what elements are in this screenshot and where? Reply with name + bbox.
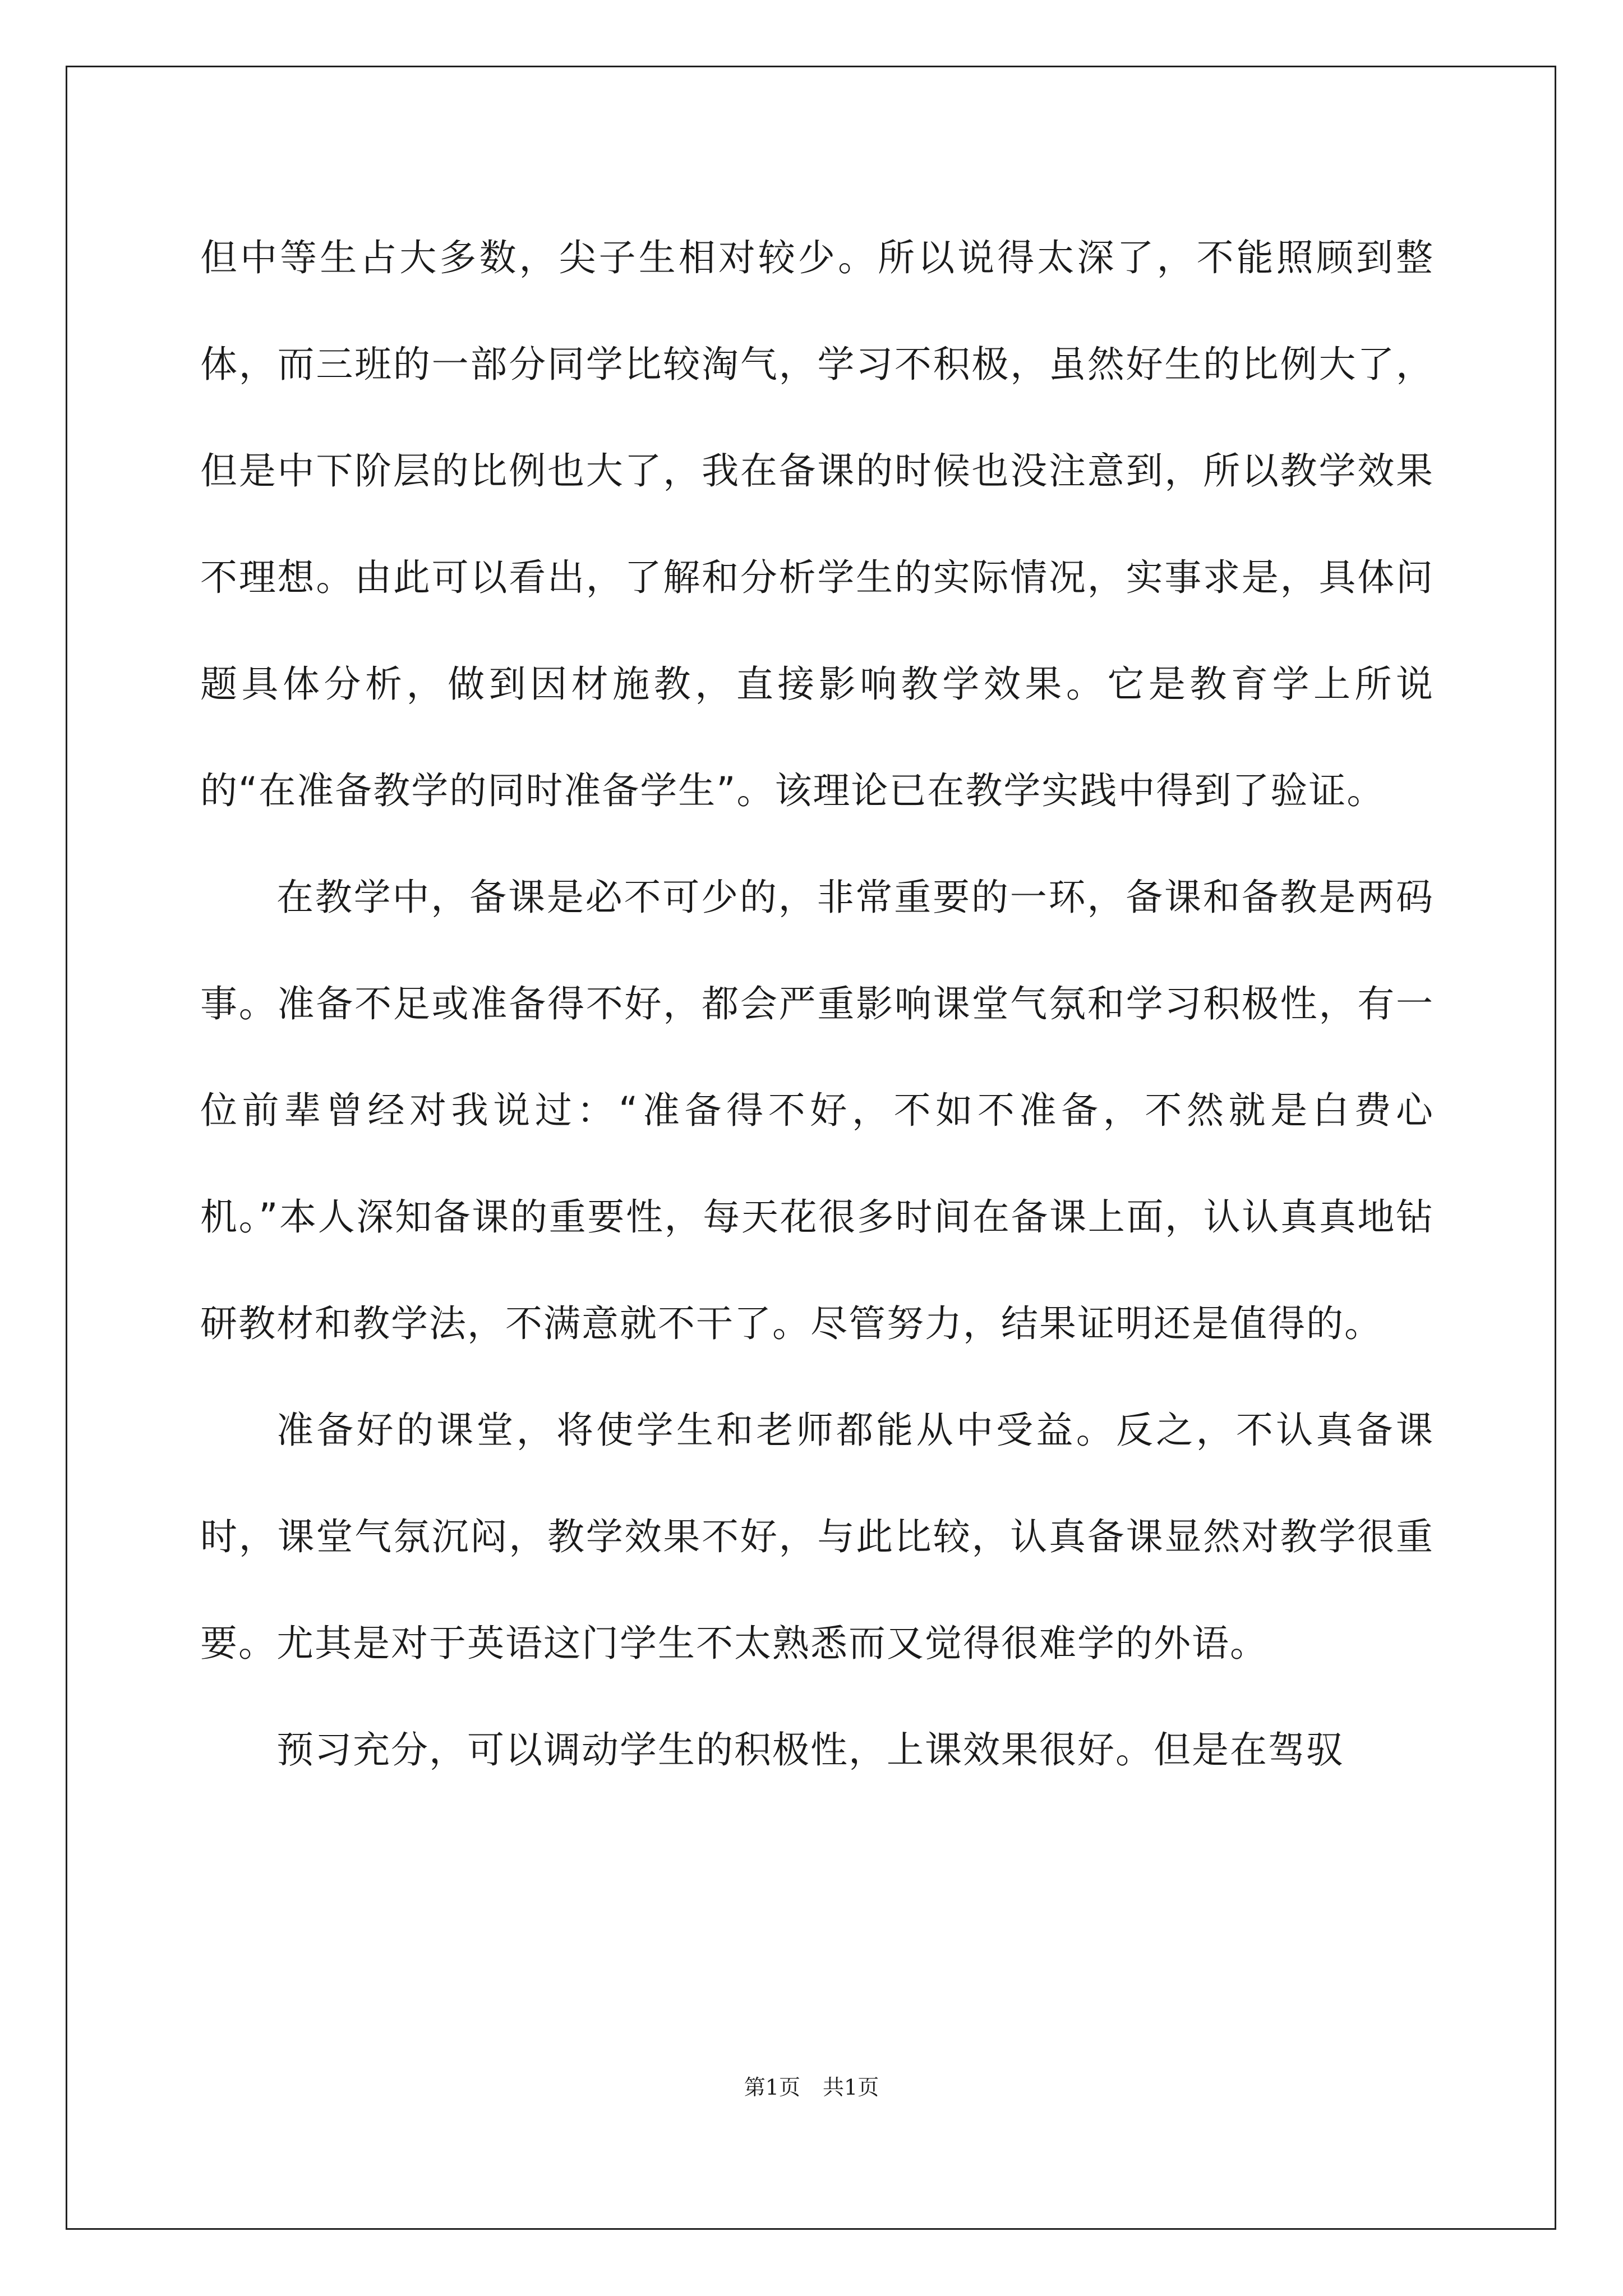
page-footer <box>0 2070 1623 2101</box>
paragraph-2: 在教学中，备课是必不可少的，非常重要的一环，备课和备教是两码事。准备不足或准备得不好，都会严重影响课堂气氛和学习积极性，有一位前辈曾经对我说过：“准备得不好，不如不准备，不然就是白费心机。”本人深知备课的重要性，每天花很多时间在备课上面，认认真真地钻研教材和教学法，不满意就不干了。尽管努力，结果证明还是值得的。 <box>200 876 1434 1345</box>
paragraph-3: 准备好的课堂，将使学生和老师都能从中受益。反之，不认真备课时，课堂气氛沉闷，教学效果不好，与此比较，认真备课显然对教学很重要。尤其是对于英语这门学生不太熟悉而又觉得很难学的外语。 <box>200 1409 1434 1665</box>
document-body <box>200 205 1434 1803</box>
page-number-current: 第1页 <box>744 2075 800 2100</box>
paragraph-1: 但中等生占大多数，尖子生相对较少。所以说得太深了，不能照顾到整体，而三班的一部分同学比较淘气，学习不积极，虽然好生的比例大了，但是中下阶层的比例也大了，我在备课的时候也没注意到，所以教学效果不理想。由此可以看出，了解和分析学生的实际情况，实事求是，具体问题具体分析，做到因材施教，直接影响教学效果。它是教育学上所说的“在准备教学的同时准备学生”。该理论已在教学实践中得到了验证。 <box>200 236 1434 812</box>
page-number-total: 共1页 <box>823 2075 879 2100</box>
paragraph-4: 预习充分，可以调动学生的积极性，上课效果很好。但是在驾驭 <box>276 1728 1344 1772</box>
